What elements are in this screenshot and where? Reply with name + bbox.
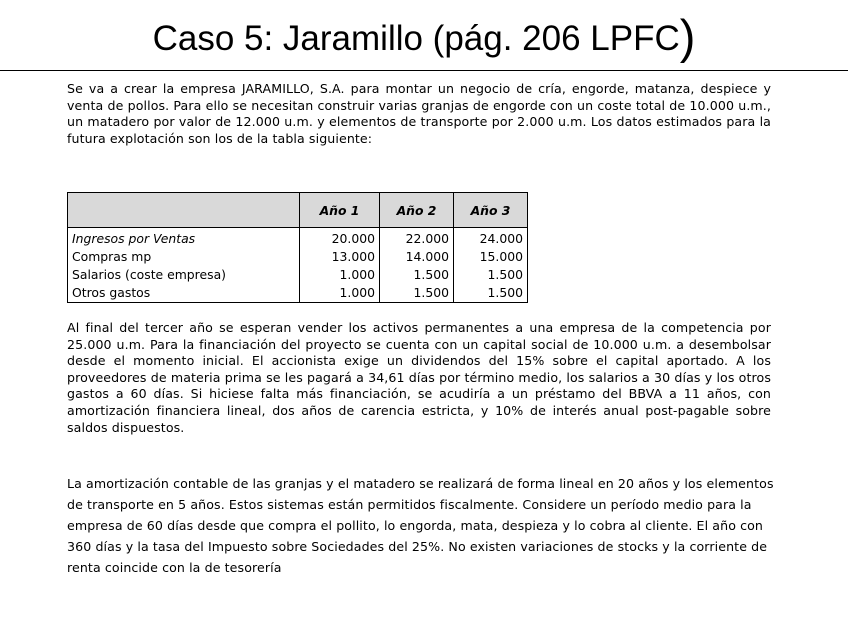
cell-value: 1.500 — [380, 266, 454, 284]
forecast-table — [67, 192, 528, 303]
table-header-year2: Año 2 — [380, 193, 454, 228]
row-label-salarios: Salarios (coste empresa) — [68, 266, 300, 284]
table-header-blank — [68, 193, 300, 228]
slide-title-paren: ) — [679, 10, 696, 63]
table-row — [68, 248, 528, 266]
cell-value: 14.000 — [380, 248, 454, 266]
table-row — [68, 266, 528, 284]
row-label-compras: Compras mp — [68, 248, 300, 266]
cell-value: 15.000 — [454, 248, 528, 266]
intro-paragraph: Se va a crear la empresa JARAMILLO, S.A. para montar un negocio de cría, engorde, matanza, despiece y venta de pollos. Para ello se necesitan construir varias granjas de engorde con un coste total de 10.000 u.m., un matadero por valor de 12.000 u.m. y elementos de transporte por 2.000 u.m. Los datos estimados para la futura explotación son los de la tabla siguiente: — [67, 81, 771, 146]
cell-value: 24.000 — [454, 228, 528, 249]
table-header-year1: Año 1 — [300, 193, 380, 228]
cell-value: 20.000 — [300, 228, 380, 249]
row-label-otros: Otros gastos — [68, 284, 300, 303]
cell-value: 1.500 — [380, 284, 454, 303]
amortization-paragraph: La amortización contable de las granjas y el matadero se realizará de forma lineal en 20 años y los elementos de transporte en 5 años. Estos sistemas están permitidos fiscalmente. Considere un período medio para la empresa de 60 días desde que compra el pollito, lo engorda, mata, despieza y lo cobra al cliente. El año con 360 días y la tasa del Impuesto sobre Sociedades del 25%. No existen variaciones de stocks y la corriente de renta coincide con la de tesorería — [67, 476, 774, 575]
financing-paragraph: Al final del tercer año se esperan vender los activos permanentes a una empresa de la competencia por 25.000 u.m. Para la financiación del proyecto se cuenta con un capital social de 10.000 u.m. a desembolsar desde el momento inicial. El accionista exige un dividendos del 15% sobre el capital aportado. A los proveedores de materia prima se les pagará a 34,61 días por término medio, los salarios a 30 días y los otros gastos a 60 días. Si hiciese falta más financiación, se acudiría a un préstamo del BBVA a 11 años, con amortización financiera lineal, dos años de carencia estricta, y 10% de interés anual post-pagable sobre saldos dispuestos. — [67, 320, 771, 435]
title-divider — [0, 70, 848, 71]
slide-title-text: Caso 5: Jaramillo (pág. 206 LPFC — [152, 19, 680, 58]
row-label-ingresos: Ingresos por Ventas — [68, 228, 300, 249]
table-header-year3: Año 3 — [454, 193, 528, 228]
table-row — [68, 228, 528, 249]
table-header-row — [68, 193, 528, 228]
slide-title — [0, 12, 848, 64]
cell-value: 1.500 — [454, 284, 528, 303]
cell-value: 1.500 — [454, 266, 528, 284]
cell-value: 1.000 — [300, 284, 380, 303]
cell-value: 22.000 — [380, 228, 454, 249]
cell-value: 13.000 — [300, 248, 380, 266]
table-row — [68, 284, 528, 303]
cell-value: 1.000 — [300, 266, 380, 284]
